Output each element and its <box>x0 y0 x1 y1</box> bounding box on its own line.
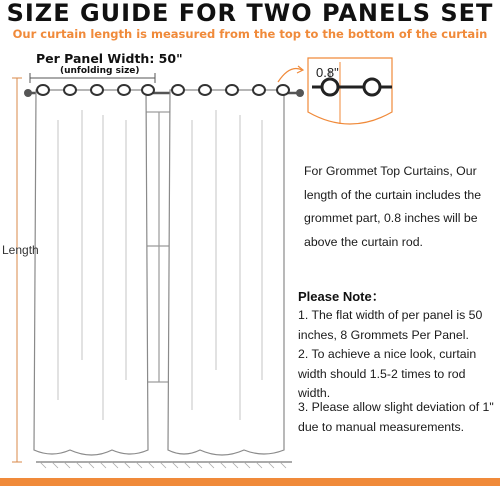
info-line: length of the curtain includes the <box>304 187 482 202</box>
notes-title: Please Note： <box>298 289 385 304</box>
zoom-arrow <box>278 69 302 83</box>
grommet-offset-label: 0.8" <box>316 65 339 80</box>
grommet-info-text <box>304 160 494 254</box>
grommet <box>118 85 130 95</box>
bottom-accent-bar <box>0 478 500 486</box>
grommet <box>64 85 76 95</box>
grommet <box>142 85 154 95</box>
floor-line <box>36 462 292 468</box>
note-item: 2. To achieve a nice look, curtain width should 1.5-2 times to rod width. <box>298 347 477 400</box>
note-item: 1. The flat width of per panel is 50 inches, 8 Grommets Per Panel. <box>298 308 483 342</box>
unfolding-size-label: (unfolding size) <box>60 66 140 76</box>
grommet <box>37 85 49 95</box>
note-item: 3. Please allow slight deviation of 1" due to manual measurements. <box>298 400 494 434</box>
panel-width-label: Per Panel Width: 50" <box>36 51 183 66</box>
grommet <box>277 85 289 95</box>
length-dimension-line <box>12 78 22 462</box>
right-curtain-panel <box>168 90 284 455</box>
page-subtitle: Our curtain length is measured from the top to the bottom of the curtain <box>12 27 488 41</box>
grommet <box>91 85 103 95</box>
info-line: For Grommet Top Curtains, Our <box>304 164 477 178</box>
length-label: Length <box>2 243 39 257</box>
page-title: SIZE GUIDE FOR TWO PANELS SET <box>6 0 494 27</box>
grommet <box>226 85 238 95</box>
info-line: grommet part, 0.8 inches will be <box>304 211 478 225</box>
grommet <box>253 85 265 95</box>
grommet <box>199 85 211 95</box>
left-curtain-panel <box>34 90 148 455</box>
info-line: above the curtain rod. <box>304 234 423 249</box>
grommet <box>172 85 184 95</box>
